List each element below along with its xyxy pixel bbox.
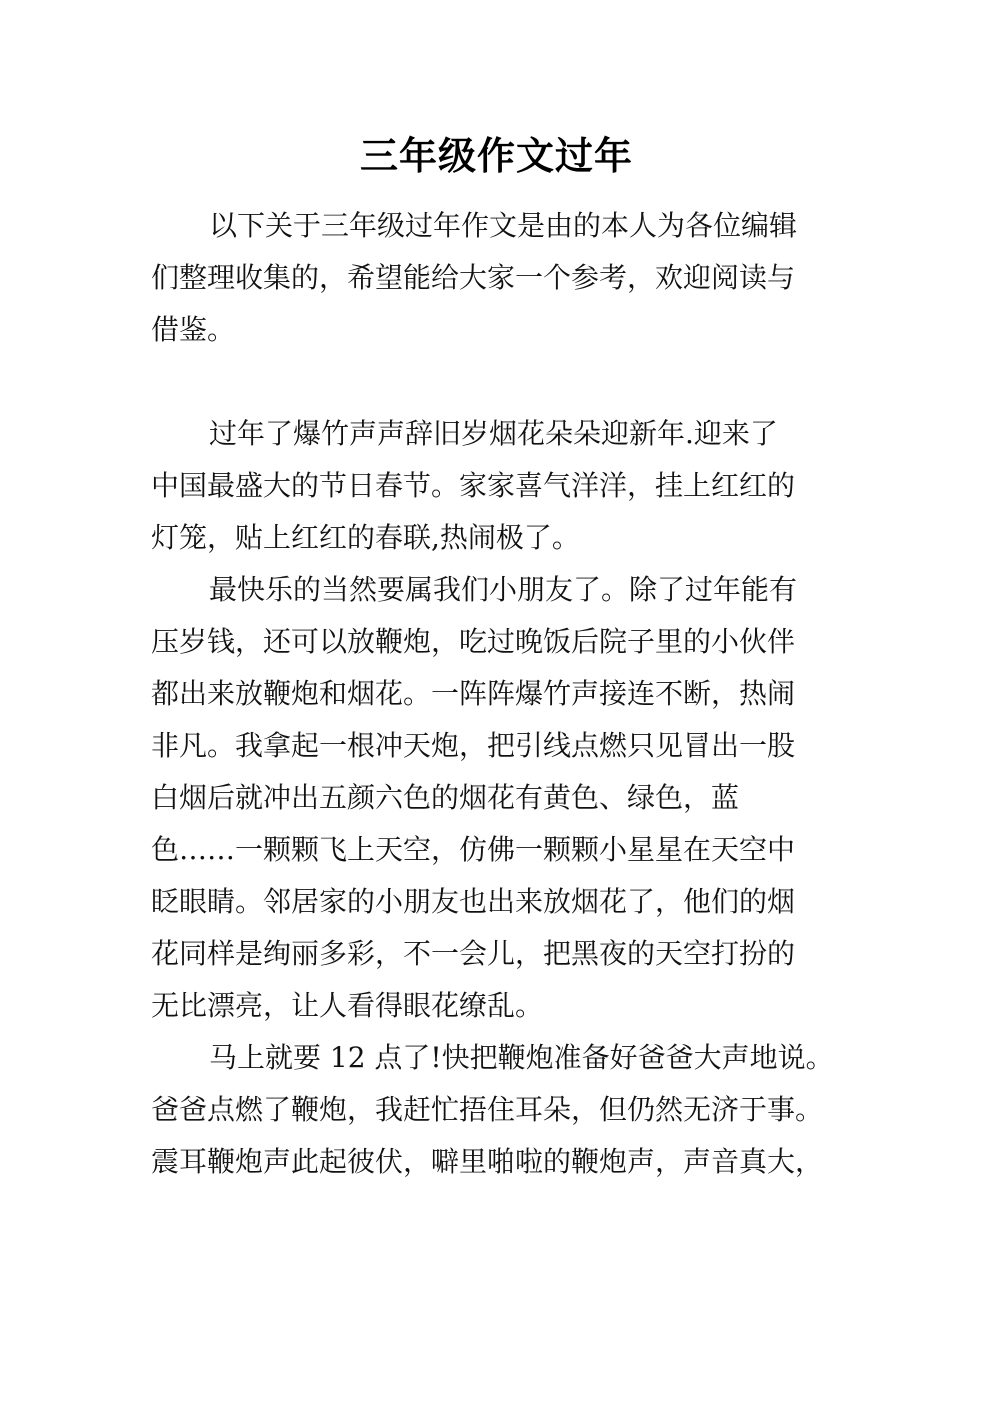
text-line: 过年了爆竹声声辞旧岁烟花朵朵迎新年.迎来了 (209, 417, 778, 450)
text-line: 中国最盛大的节日春节。家家喜气洋洋，挂上红红的 (151, 469, 796, 502)
text-line: 都出来放鞭炮和烟花。一阵阵爆竹声接连不断，热闹 (151, 677, 796, 710)
text-line: 灯笼，贴上红红的春联,热闹极了。 (151, 521, 580, 554)
paragraph-midnight (151, 1032, 871, 1188)
text-line: 马上就要 12 点了!快把鞭炮准备好爸爸大声地说。 (209, 1041, 834, 1074)
paragraph-spring-festival (151, 408, 871, 564)
paragraph-fireworks (151, 564, 871, 1032)
text-line: 最快乐的当然要属我们小朋友了。除了过年能有 (209, 573, 798, 606)
text-line: 眨眼睛。邻居家的小朋友也出来放烟花了，他们的烟 (151, 885, 796, 918)
text-line: 花同样是绚丽多彩，不一会儿，把黑夜的天空打扮的 (151, 937, 796, 970)
text-line: 以下关于三年级过年作文是由的本人为各位编辑 (209, 209, 798, 242)
text-line: 们整理收集的，希望能给大家一个参考，欢迎阅读与 (151, 261, 796, 294)
text-line: 借鉴。 (151, 313, 236, 346)
paragraph-intro (151, 200, 871, 356)
document-title: 三年级作文过年 (359, 134, 633, 178)
text-line: 非凡。我拿起一根冲天炮，把引线点燃只见冒出一股 (151, 729, 796, 762)
text-line: 压岁钱，还可以放鞭炮，吃过晚饭后院子里的小伙伴 (151, 625, 796, 658)
text-line: 色……一颗颗飞上天空，仿佛一颗颗小星星在天空中 (151, 833, 796, 866)
text-line: 白烟后就冲出五颜六色的烟花有黄色、绿色，蓝 (151, 781, 740, 814)
text-line: 无比漂亮，让人看得眼花缭乱。 (151, 989, 544, 1022)
text-line: 震耳鞭炮声此起彼伏，噼里啪啦的鞭炮声，声音真大， (151, 1145, 824, 1178)
text-line: 爸爸点燃了鞭炮，我赶忙捂住耳朵，但仍然无济于事。 (151, 1093, 824, 1126)
